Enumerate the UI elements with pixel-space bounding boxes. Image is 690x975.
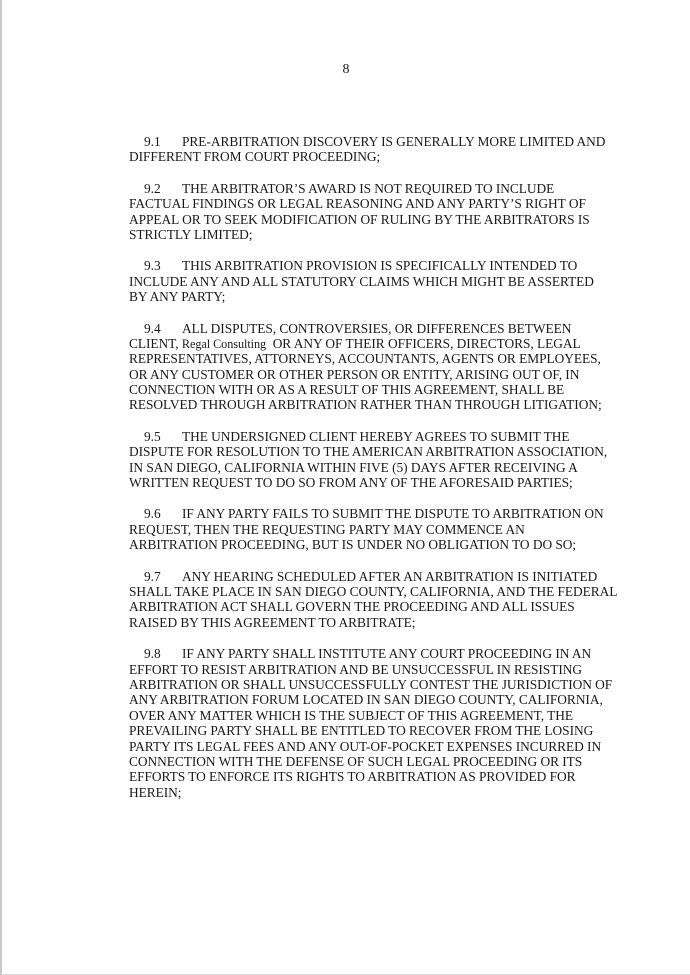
clause-line: REPRESENTATIVES, ATTORNEYS, ACCOUNTANTS, AGENTS OR EMPLOYEES, bbox=[129, 351, 601, 367]
clause-9-7 bbox=[129, 569, 619, 631]
clause-number: 9.5 bbox=[144, 428, 161, 444]
clause-line: ARBITRATION PROCEEDING, BUT IS UNDER NO OBLIGATION TO DO SO; bbox=[129, 537, 577, 553]
clause-9-3 bbox=[129, 258, 619, 304]
clause-line: 9.2 THE ARBITRATOR’S AWARD IS NOT REQUIRED TO INCLUDE bbox=[144, 180, 555, 196]
clause-line: EFFORTS TO ENFORCE ITS RIGHTS TO ARBITRATION AS PROVIDED FOR bbox=[129, 769, 576, 785]
clause-number: 9.1 bbox=[144, 134, 161, 149]
clause-line: OVER ANY MATTER WHICH IS THE SUBJECT OF THIS AGREEMENT, THE bbox=[129, 707, 574, 723]
client-company-name: Regal Consulting bbox=[181, 336, 267, 351]
clause-line: ARBITRATION OR SHALL UNSUCCESSFULLY CONTEST THE JURISDICTION OF bbox=[129, 676, 613, 692]
clause-9-8 bbox=[129, 646, 619, 800]
clause-number: 9.7 bbox=[144, 568, 161, 584]
clause-line: 9.8 IF ANY PARTY SHALL INSTITUTE ANY COURT PROCEEDING IN AN bbox=[144, 646, 592, 662]
clause-line: INCLUDE ANY AND ALL STATUTORY CLAIMS WHICH MIGHT BE ASSERTED bbox=[129, 273, 594, 289]
clause-line: 9.3 THIS ARBITRATION PROVISION IS SPECIFICALLY INTENDED TO bbox=[144, 258, 578, 274]
clause-line: 9.6 IF ANY PARTY FAILS TO SUBMIT THE DISPUTE TO ARBITRATION ON bbox=[144, 506, 604, 522]
clause-line: APPEAL OR TO SEEK MODIFICATION OF RULING BY THE ARBITRATORS IS bbox=[129, 211, 590, 227]
clause-line: REQUEST, THEN THE REQUESTING PARTY MAY COMMENCE AN bbox=[129, 521, 525, 537]
clause-line: FACTUAL FINDINGS OR LEGAL REASONING AND ANY PARTY’S RIGHT OF bbox=[129, 196, 586, 212]
clause-line: 9.5 THE UNDERSIGNED CLIENT HEREBY AGREES TO SUBMIT THE bbox=[144, 428, 570, 444]
clause-number: 9.4 bbox=[144, 320, 161, 336]
clause-line: EFFORT TO RESIST ARBITRATION AND BE UNSUCCESSFUL IN RESISTING bbox=[129, 661, 582, 677]
clause-line: PARTY ITS LEGAL FEES AND ANY OUT-OF-POCKET EXPENSES INCURRED IN bbox=[129, 738, 602, 754]
clause-line: 9.4 ALL DISPUTES, CONTROVERSIES, OR DIFFERENCES BETWEEN bbox=[144, 320, 572, 336]
clause-line: HEREIN; bbox=[129, 784, 182, 800]
clause-line: ANY ARBITRATION FORUM LOCATED IN SAN DIEGO COUNTY, CALIFORNIA, bbox=[129, 692, 603, 708]
clause-number: 9.3 bbox=[144, 258, 161, 274]
clause-number: 9.8 bbox=[144, 646, 161, 662]
clause-line: CONNECTION WITH THE DEFENSE OF SUCH LEGAL PROCEEDING OR ITS bbox=[129, 753, 583, 769]
clause-line: CLIENT, Regal Consulting OR ANY OF THEIR OFFICERS, DIRECTORS, LEGAL bbox=[129, 335, 581, 351]
clause-line: SHALL TAKE PLACE IN SAN DIEGO COUNTY, CALIFORNIA, AND THE FEDERAL bbox=[129, 583, 618, 599]
arbitration-clauses bbox=[129, 134, 619, 816]
clause-9-6 bbox=[129, 506, 619, 552]
clause-line: WRITTEN REQUEST TO DO SO FROM ANY OF THE AFORESAID PARTIES; bbox=[129, 475, 573, 491]
clause-line: STRICTLY LIMITED; bbox=[129, 226, 253, 242]
clause-9-2 bbox=[129, 181, 619, 243]
clause-line: CONNECTION WITH OR AS A RESULT OF THIS AGREEMENT, SHALL BE bbox=[129, 382, 565, 398]
clause-line: DISPUTE FOR RESOLUTION TO THE AMERICAN ARBITRATION ASSOCIATION, bbox=[129, 444, 608, 460]
clause-line: BY ANY PARTY; bbox=[129, 289, 226, 305]
clause-line: RAISED BY THIS AGREEMENT TO ARBITRATE; bbox=[129, 614, 416, 630]
page-number: 8 bbox=[342, 62, 350, 77]
clause-line: RESOLVED THROUGH ARBITRATION RATHER THAN THROUGH LITIGATION; bbox=[129, 397, 602, 413]
clause-line: OR ANY CUSTOMER OR OTHER PERSON OR ENTITY, ARISING OUT OF, IN bbox=[129, 366, 580, 382]
clause-number: 9.6 bbox=[144, 506, 161, 522]
clause-line: DIFFERENT FROM COURT PROCEEDING; bbox=[129, 149, 381, 165]
clause-line: IN SAN DIEGO, CALIFORNIA WITHIN FIVE (5) DAYS AFTER RECEIVING A bbox=[129, 459, 578, 475]
clause-line: 9.7 ANY HEARING SCHEDULED AFTER AN ARBITRATION IS INITIATED bbox=[144, 568, 598, 584]
clause-line: 9.1 PRE-ARBITRATION DISCOVERY IS GENERALLY MORE LIMITED AND bbox=[144, 134, 606, 149]
clause-line: ARBITRATION ACT SHALL GOVERN THE PROCEEDING AND ALL ISSUES bbox=[129, 599, 575, 615]
clause-9-5 bbox=[129, 429, 619, 491]
clause-number: 9.2 bbox=[144, 180, 161, 196]
clause-line: PREVAILING PARTY SHALL BE ENTITLED TO RECOVER FROM THE LOSING bbox=[129, 723, 594, 739]
clause-9-1 bbox=[129, 134, 619, 165]
clause-9-4 bbox=[129, 321, 619, 413]
